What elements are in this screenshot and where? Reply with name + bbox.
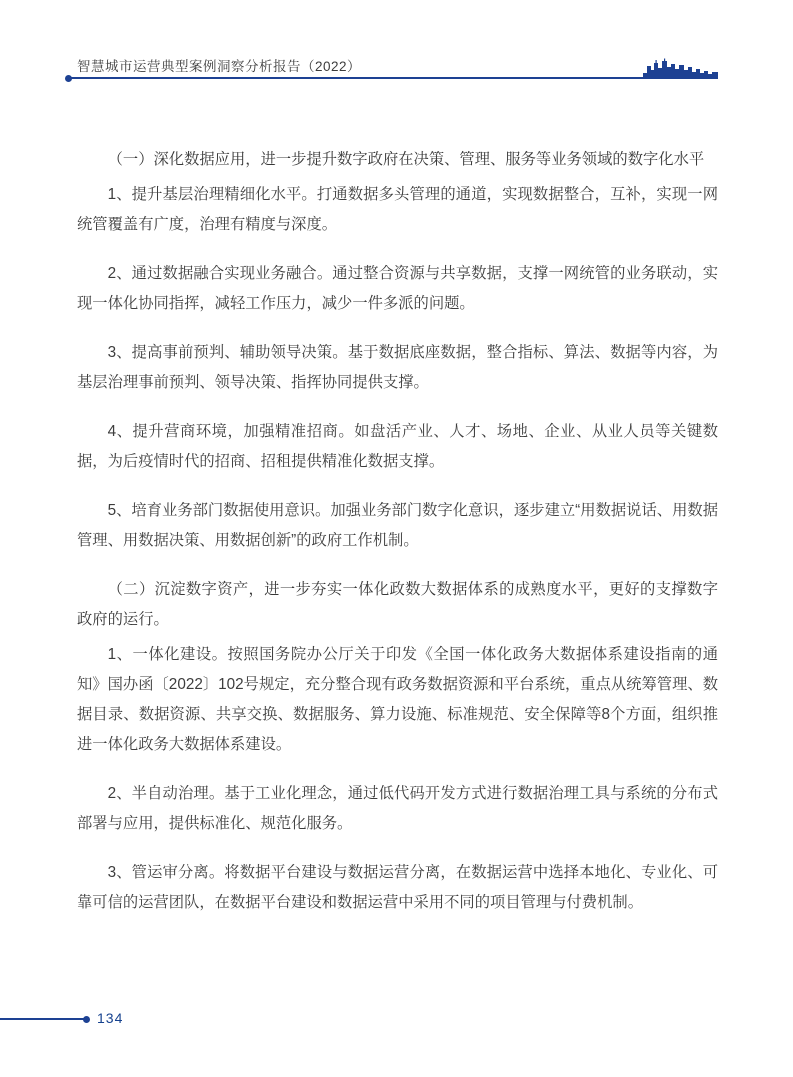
- footer-rule: [0, 1018, 85, 1020]
- page-number: 134: [97, 1010, 124, 1026]
- section-heading-2: （二）沉淀数字资产，进一步夯实一体化政数大数据体系的成熟度水平，更好的支撑数字政府的运行。: [77, 581, 718, 628]
- paragraph: 1、提升基层治理精细化水平。打通数据多头管理的通道，实现数据整合，互补，实现一网统管覆盖有广度，治理有精度与深度。: [77, 186, 718, 233]
- paragraph: 4、提升营商环境，加强精准招商。如盘活产业、人才、场地、企业、从业人员等关键数据，为后疫情时代的招商、招租提供精准化数据支撑。: [77, 423, 718, 470]
- paragraph: 3、管运审分离。将数据平台建设与数据运营分离，在数据运营中选择本地化、专业化、可靠可信的运营团队，在数据平台建设和数据运营中采用不同的项目管理与付费机制。: [77, 864, 718, 911]
- paragraph: 2、半自动治理。基于工业化理念，通过低代码开发方式进行数据治理工具与系统的分布式部署与应用，提供标准化、规范化服务。: [77, 785, 718, 832]
- paragraph: 5、培育业务部门数据使用意识。加强业务部门数字化意识，逐步建立“用数据说话、用数据管理、用数据决策、用数据创新”的政府工作机制。: [77, 502, 718, 549]
- page-body: [77, 145, 718, 937]
- paragraph: 2、通过数据融合实现业务融合。通过整合资源与共享数据，支撑一网统管的业务联动，实现一体化协同指挥，减轻工作压力，减少一件多派的问题。: [77, 265, 718, 312]
- footer-rule-dot: [83, 1016, 90, 1023]
- paragraph: 1、一体化建设。按照国务院办公厅关于印发《全国一体化政务大数据体系建设指南的通知》国办函〔2022〕102号规定，充分整合现有政务数据资源和平台系统，重点从统筹管理、数据目录、数据资源、共享交换、数据服务、算力设施、标准规范、安全保障等8个方面，组织推进一体化政务大数据体系建设。: [77, 646, 718, 753]
- section-heading-1: （一）深化数据应用，进一步提升数字政府在决策、管理、服务等业务领域的数字化水平: [107, 151, 705, 168]
- header-rule: [68, 77, 718, 79]
- report-title: 智慧城市运营典型案例洞察分析报告（2022）: [77, 59, 362, 74]
- city-skyline-icon: [643, 58, 718, 78]
- paragraph: 3、提高事前预判、辅助领导决策。基于数据底座数据，整合指标、算法、数据等内容，为基层治理事前预判、领导决策、指挥协同提供支撑。: [77, 344, 718, 391]
